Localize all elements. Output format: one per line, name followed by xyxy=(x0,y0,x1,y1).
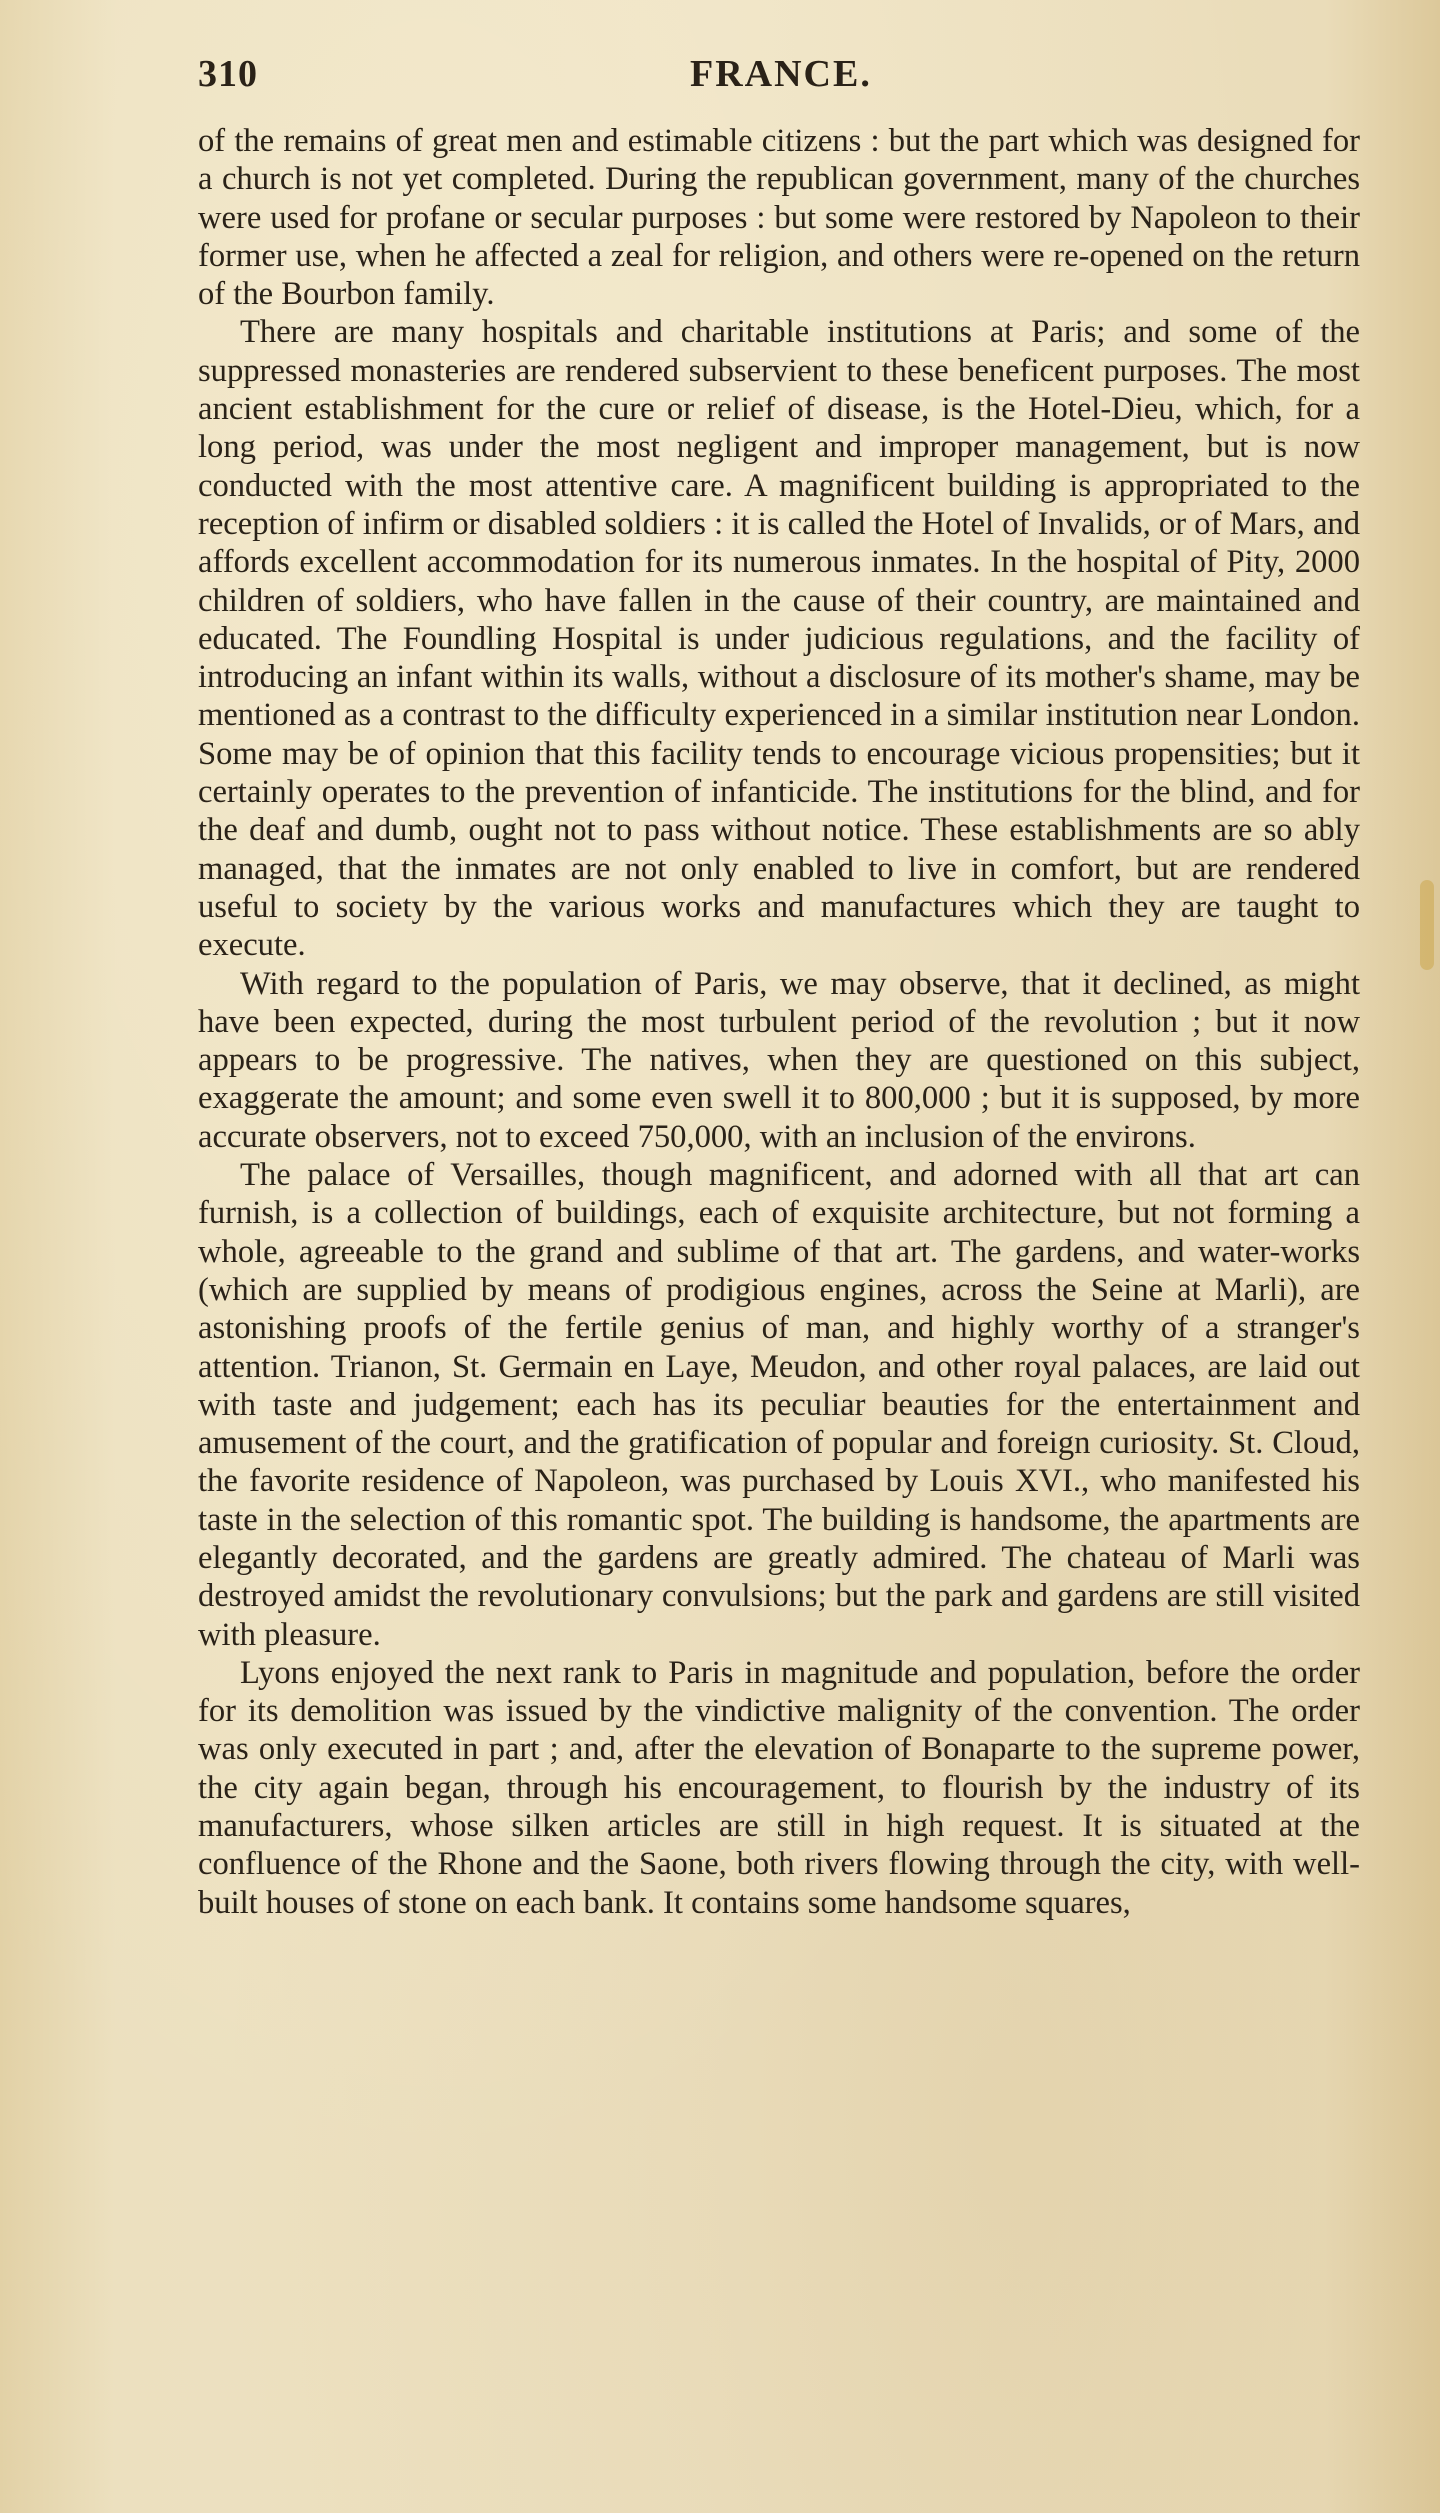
paragraph-population: With regard to the population of Paris, we may observe, that it declined, as might have been expected, during the most turbulent period of the revolution ; but it now appears to be progressive. The natives, when they are questioned on this subject, exaggerate the amount; and some even swell it to 800,000 ; but it is supposed, by more accurate observers, not to exceed 750,000, with an inclusion of the environs. xyxy=(198,965,1360,1155)
page-number: 310 xyxy=(198,53,258,95)
paragraph-continued: of the remains of great men and estimable citizens : but the part which was designed for a church is not yet completed. During the republican government, many of the churches were used for profane or secular purposes : but some were restored by Napoleon to their former use, when he affected a zeal for religion, and others were re-opened on the return of the Bourbon family. xyxy=(198,123,1360,313)
page-stain xyxy=(1420,880,1434,970)
running-title: FRANCE. xyxy=(690,53,872,95)
paragraph-lyons: Lyons enjoyed the next rank to Paris in magnitude and population, before the order for its demolition was issued by the vindictive malignity of the convention. The order was only executed in part ; and, after the elevation of Bonaparte to the supreme power, the city again began, through his encouragement, to flourish by the industry of its manufacturers, whose silken articles are still in high request. It is situated at the confluence of the Rhone and the Saone, both rivers flowing through the city, with well-built houses of stone on each bank. It contains some handsome squares, xyxy=(198,1654,1360,1921)
paragraph-hospitals: There are many hospitals and charitable institutions at Paris; and some of the suppressed monasteries are rendered subservient to these beneficent purposes. The most ancient establishment for the cure or relief of disease, is the Hotel-Dieu, which, for a long period, was under the most negligent and improper management, but is now conducted with the most attentive care. A magnificent building is appropriated to the reception of infirm or disabled soldiers : it is called the Hotel of Invalids, or of Mars, and affords excellent accommodation for its numerous inmates. In the hospital of Pity, 2000 children of soldiers, who have fallen in the cause of their country, are maintained and educated. The Foundling Hospital is under judicious regulations, and the facility of introducing an infant within its walls, without a disclosure of its mother's shame, may be mentioned as a contrast to the difficulty experienced in a similar institution near London. Some may be of opinion that this facility tends to encourage vicious propensities; but it certainly operates to the prevention of infanticide. The institutions for the blind, and for the deaf and dumb, ought not to pass without notice. These establishments are so ably managed, that the inmates are not only enabled to live in comfort, but are rendered useful to society by the various works and manufactures which they are taught to execute. xyxy=(198,314,1360,964)
page-header xyxy=(198,52,1358,112)
body-text xyxy=(198,122,1360,1922)
paragraph-versailles: The palace of Versailles, though magnificent, and adorned with all that art can furnish, is a collection of buildings, each of exquisite architecture, but not forming a whole, agreeable to the grand and sublime of that art. The gardens, and water-works (which are supplied by means of prodigious engines, across the Seine at Marli), are astonishing proofs of the fertile genius of man, and highly worthy of a stranger's attention. Trianon, St. Germain en Laye, Meudon, and other royal palaces, are laid out with taste and judgement; each has its peculiar beauties for the entertainment and amusement of the court, and the gratification of popular and foreign curiosity. St. Cloud, the favorite residence of Napoleon, was purchased by Louis XVI., who manifested his taste in the selection of this romantic spot. The building is handsome, the apartments are elegantly decorated, and the gardens are greatly admired. The chateau of Marli was destroyed amidst the revolutionary convulsions; but the park and gardens are still visited with pleasure. xyxy=(198,1157,1360,1653)
